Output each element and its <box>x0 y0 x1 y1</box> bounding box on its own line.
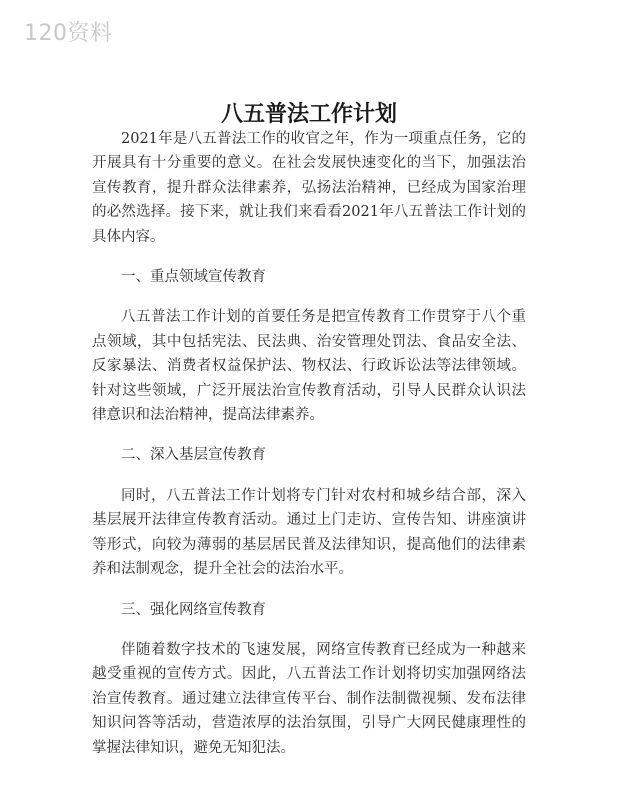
section-body-grassroots: 同时，八五普法工作计划将专门针对农村和城乡结合部，深入基层展开法律宣传教育活动。通过上门走访、宣传告知、讲座演讲等形式，向较为薄弱的基层居民普及法律知识，提高他们的法律素养和法制观念，提升全社会的法治水平。 <box>92 487 526 578</box>
section-body-online: 伴随着数字技术的飞速发展，网络宣传教育已经成为一种越来越受重视的宣传方式。因此，八五普法工作计划将切实加强网络法治宣传教育。通过建立法律宣传平台、制作法制微视频、发布法律知识问答等活动，营造浓厚的法治氛围，引导广大网民健康理性的掌握法律知识，避免无知犯法。 <box>92 641 526 756</box>
paragraph-spacer <box>92 622 526 638</box>
paragraph-spacer <box>92 468 526 484</box>
intro-paragraph: 2021年是八五普法工作的收官之年，作为一项重点任务，它的开展具有十分重要的意义。在社会发展快速变化的当下，加强法治宣传教育，提升群众法律素养，弘扬法治精神，已经成为国家治理的必然选择。接下来，就让我们来看看2021年八五普法工作计划的具体内容。 <box>92 131 526 245</box>
section-heading-key-areas: 一、重点领域宣传教育 <box>121 269 266 286</box>
section-heading-grassroots: 二、深入基层宣传教育 <box>121 447 266 464</box>
section-body-key-areas: 八五普法工作计划的首要任务是把宣传教育工作贯穿于八个重点领域，其中包括宪法、民法典、治安管理处罚法、食品安全法、反家暴法、消费者权益保护法、物权法、行政诉讼法等法律领域。针对这些领域，广泛开展法治宣传教育活动，引导人民群众认识法律意识和法治精神，提高法律素养。 <box>92 309 526 424</box>
section-heading-online: 三、强化网络宣传教育 <box>121 601 266 618</box>
paragraph-spacer <box>92 427 526 443</box>
document-body <box>92 127 526 760</box>
document-title: 八五普法工作计划 <box>220 101 397 127</box>
watermark-logo: 120资料 <box>24 21 113 46</box>
paragraph-spacer <box>92 289 526 305</box>
paragraph-spacer <box>92 582 526 598</box>
paragraph-spacer <box>92 249 526 265</box>
